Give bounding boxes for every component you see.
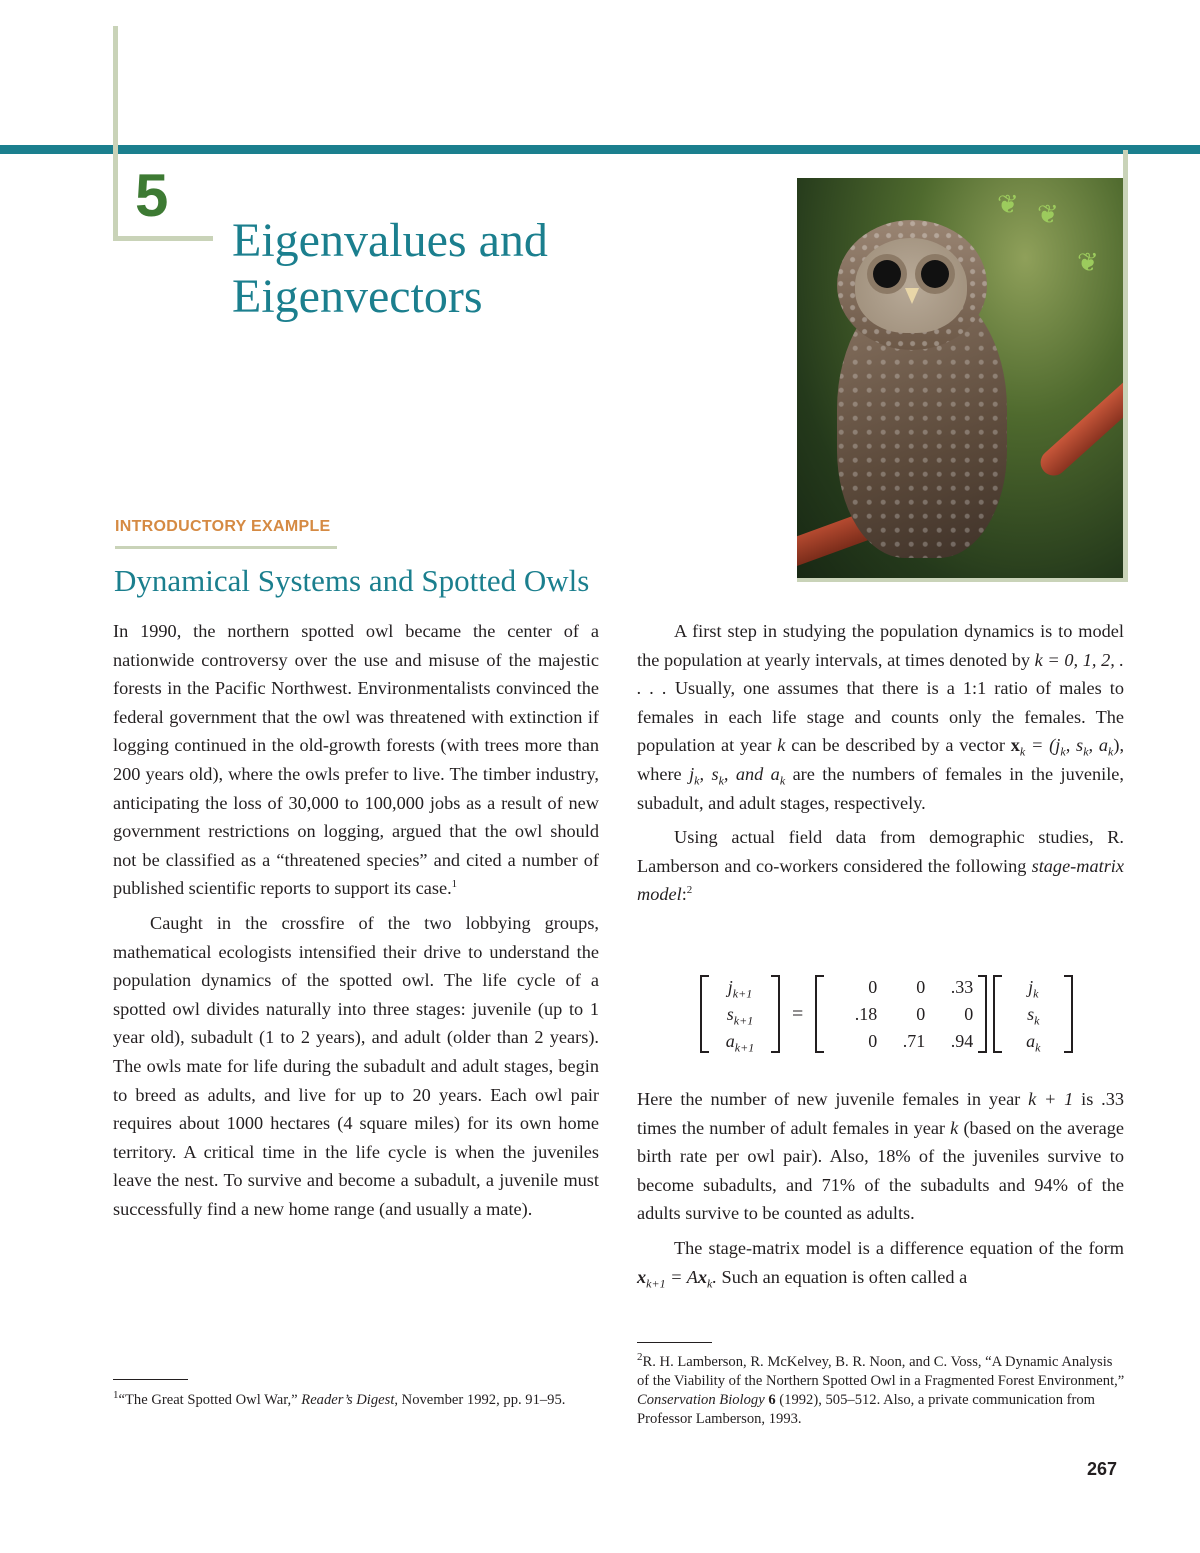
spotted-owl-photo	[797, 178, 1123, 578]
matrix-cell: $j_{k+1}$	[727, 977, 753, 1001]
text: A first step in studying the population dynamics is to model the population at yearly intervals, at times denoted by	[637, 621, 1124, 670]
matrix-cell: $s_k$	[1027, 1004, 1040, 1028]
math: , a	[1088, 735, 1109, 756]
chapter-title	[232, 213, 752, 325]
math: , s	[1065, 735, 1084, 756]
right-column-lower	[637, 1085, 1124, 1291]
page-number: 267	[1087, 1459, 1118, 1479]
term-stage-matrix-model: stage-matrix model	[637, 855, 1124, 905]
matrix-cell: .33	[950, 977, 974, 997]
introductory-example-label: INTRODUCTORY EXAMPLE	[115, 518, 331, 535]
paragraph-text: In 1990, the northern spotted owl became the center of a nationwide controversy over the use and misuse of the majestic forests in the Pacific Northwest. Environmentalists convinced the federal government that the owl was threatened with extinction if logging continued in the old-growth forests (with trees more than 200 years old), where the owls prefer to live. The timber industry, anticipating the loss of 30,000 to 100,000 jobs as a result of new government restrictions on logging, argued that the owl should not be classified as a “threatened species” and cited a number of published scientific reports to support its case.	[113, 621, 599, 899]
paragraph	[637, 1085, 1124, 1228]
journal-title: Reader’s Digest	[301, 1392, 395, 1408]
fern-leaf-icon: ❦	[1077, 248, 1099, 277]
matrix-cell: $a_k$	[1026, 1031, 1041, 1055]
math-sub: k	[1019, 745, 1026, 760]
text: are the numbers of females in the juvenile, subadult, and adult stages, respectively.	[637, 763, 1124, 813]
matrix-cell: .94	[950, 1031, 974, 1051]
stage-matrix-equation	[700, 972, 1073, 1056]
text: “The Great Spotted Owl War,”	[118, 1392, 298, 1408]
matrix-cell: $a_{k+1}$	[725, 1031, 755, 1055]
matrix-cell: $s_{k+1}$	[726, 1004, 754, 1028]
section-title: Dynamical Systems and Spotted Owls	[114, 563, 590, 598]
introductory-example-rule	[115, 546, 337, 549]
footnote-ref: 2	[686, 884, 693, 897]
text: :	[681, 884, 687, 905]
matrix-cell: 0	[916, 977, 926, 997]
frame-line-right	[1123, 150, 1128, 580]
footnote-rule	[113, 1379, 188, 1380]
math-vector-x: x	[1010, 735, 1020, 756]
math-k: k	[777, 735, 786, 756]
fern-leaf-icon: ❦	[997, 190, 1019, 219]
paragraph	[637, 617, 1124, 817]
math-k-values: k = 0, 1, 2, . . . .	[637, 649, 1124, 699]
footnote-rule	[637, 1342, 712, 1343]
text: Here the number of new juvenile females in year	[637, 1089, 1021, 1109]
footnote-1	[113, 1391, 583, 1410]
chapter-number: 5	[135, 162, 169, 229]
math-sub: k	[1083, 745, 1089, 760]
math-sub: k	[1060, 745, 1066, 760]
matrix-cell: .71	[902, 1031, 926, 1051]
text: is .33 times the number of adult females in year	[637, 1089, 1124, 1138]
owl-beak	[905, 288, 919, 304]
footnote-number: 1	[113, 1389, 119, 1402]
paragraph	[637, 823, 1124, 909]
owl-eye	[873, 260, 901, 288]
text: , November 1992, pp. 91–95.	[394, 1392, 566, 1408]
volume: 6	[768, 1392, 776, 1408]
paragraph	[637, 1234, 1124, 1291]
matrix-cell: 0	[916, 1004, 926, 1024]
frame-line-left	[113, 26, 118, 241]
matrix-cell: .18	[854, 1004, 878, 1024]
paragraph: Caught in the crossfire of the two lobbying groups, mathematical ecologists intensified their drive to understand the population dynamics of the spotted owl. The life cycle of a spotted owl divides naturally into three stages: juvenile (up to 1 year old), subadult (1 to 2 years), and adult (older than 2 years). The owls mate for life during the subadult and adult stages, begin to breed as adults, and live for up to 20 years. Each owl pair requires about 1000 hectares (4 square miles) for its own home territory. A critical time in the life cycle is when the juveniles leave the nest. To survive and become a subadult, a juvenile must successfully find a new home range (and usually a mate).	[113, 912, 599, 1219]
matrix-cell: $j_k$	[1028, 977, 1039, 1001]
text: The stage-matrix model is a difference equation of the form	[674, 1237, 1124, 1258]
owl-face	[855, 238, 967, 333]
footnote-2	[637, 1353, 1127, 1429]
matrix-lhs	[700, 975, 780, 1053]
footnote-number: 2	[637, 1351, 643, 1364]
text: ), where	[637, 735, 1125, 784]
text: Usually, one assumes that there is a 1:1 ratio of males to females in each life stage and counts only the females. The population at year	[637, 678, 1124, 756]
header-teal-bar	[0, 145, 1200, 154]
text: (based on the average birth rate per owl pair). Also, 18% of the juveniles survive to become subadults, and 71% of the subadults and 94% of the adults survive to be counted as adults.	[637, 1117, 1124, 1224]
math-k-plus-1: k + 1	[1028, 1089, 1074, 1109]
journal-title: Conservation Biology	[637, 1392, 765, 1408]
fern-leaf-icon: ❦	[1037, 200, 1059, 229]
text: (1992), 505–512. Also, a private communication from Professor Lamberson, 1993.	[637, 1392, 1096, 1427]
math-k: k	[950, 1117, 959, 1138]
owl-eye	[921, 260, 949, 288]
math: = (j	[1031, 735, 1061, 756]
chapter-title-line-2: Eigenvectors	[232, 270, 483, 323]
text: R. H. Lamberson, R. McKelvey, B. R. Noon, and C. Voss, “A Dynamic Analysis of the Viability of the Northern Spotted Owl in a Fragmented Forest Environment,”	[637, 1354, 1125, 1389]
left-column	[113, 617, 599, 1223]
branch	[1035, 321, 1123, 481]
matrix-cell: 0	[868, 977, 878, 997]
right-column	[637, 617, 1124, 909]
chapter-title-line-1: Eigenvalues and	[232, 214, 548, 267]
math-difference-equation: $x_{k+1} = Ax_k$.	[637, 1266, 717, 1291]
matrix-cell: 0	[868, 1031, 878, 1051]
text: Using actual field data from demographic studies, R. Lamberson and co-workers considered the following	[637, 827, 1124, 876]
text: can be described by a vector	[791, 735, 1005, 756]
frame-line-left-bottom	[113, 236, 213, 241]
math-jsa: $j_k$, $s_k$, and $a_k$	[689, 763, 786, 788]
math-sub: k	[1108, 745, 1114, 760]
footnote-ref: 1	[451, 878, 458, 891]
paragraph	[113, 617, 599, 903]
matrix-cell: 0	[964, 1004, 974, 1024]
text: Such an equation is often called a	[721, 1266, 968, 1287]
matrix-rhs	[993, 975, 1073, 1053]
equals-sign: =	[792, 1002, 804, 1025]
matrix-A	[815, 975, 987, 1053]
